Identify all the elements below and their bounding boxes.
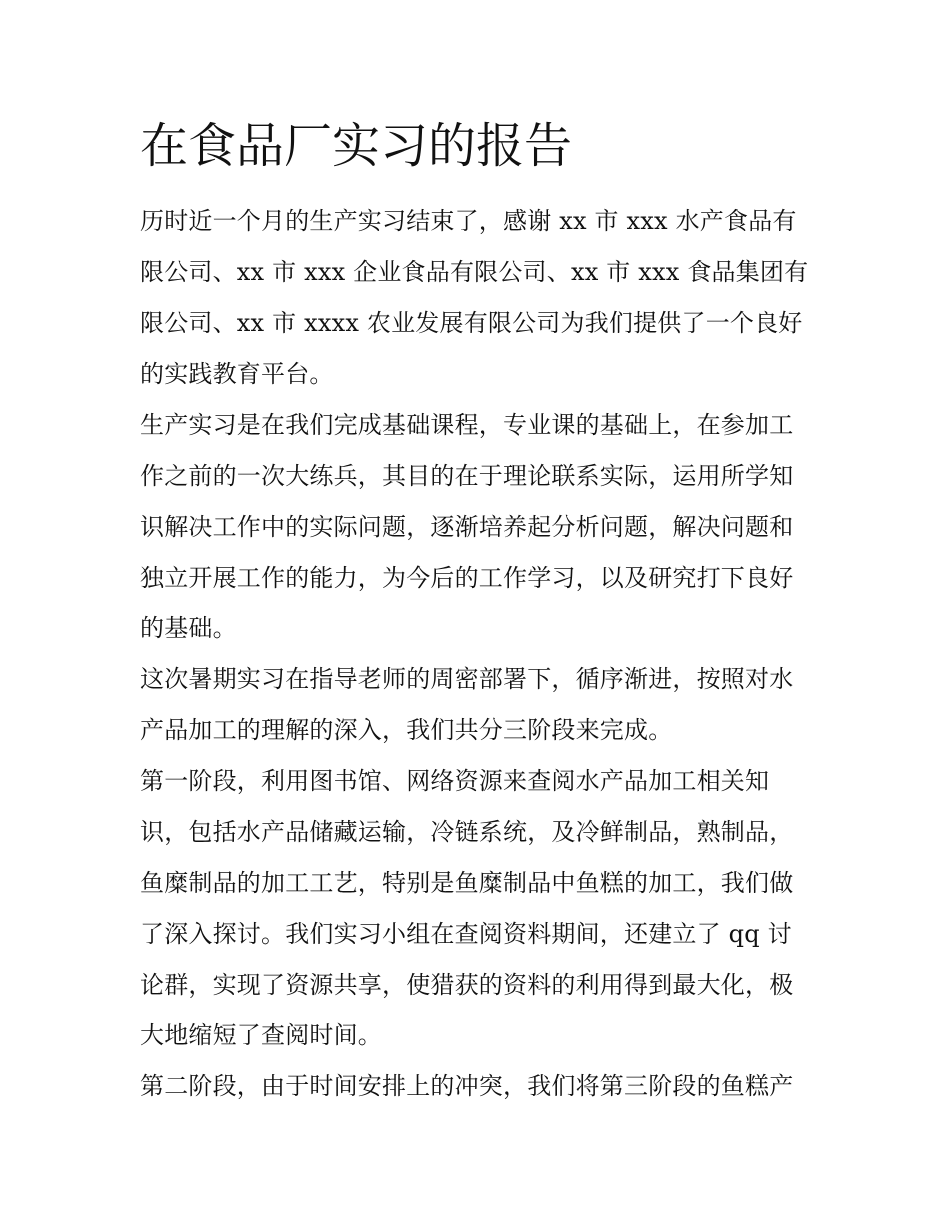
text-line: 了深入探讨。我们实习小组在查阅资料期间，还建立了 qq 讨 (140, 920, 792, 948)
text-line: 限公司、xx 市 xxxx 农业发展有限公司为我们提供了一个良好 (140, 309, 803, 337)
text-line: 识，包括水产品储藏运输，冷链系统，及冷鲜制品，熟制品， (140, 818, 794, 846)
text-line: 第一阶段，利用图书馆、网络资源来查阅水产品加工相关知 (140, 767, 770, 795)
text-line: 论群，实现了资源共享，使猎获的资料的利用得到最大化，极 (140, 971, 794, 999)
text-line: 的基础。 (140, 614, 237, 642)
text-line: 鱼糜制品的加工工艺，特别是鱼糜制品中鱼糕的加工，我们做 (140, 869, 794, 897)
text-line: 识解决工作中的实际问题，逐渐培养起分析问题，解决问题和 (140, 513, 794, 541)
text-line: 的实践教育平台。 (140, 360, 334, 388)
text-line: 历时近一个月的生产实习结束了，感谢 xx 市 xxx 水产食品有 (140, 207, 797, 235)
text-line: 大地缩短了查阅时间。 (140, 1021, 382, 1049)
text-line: 限公司、xx 市 xxx 企业食品有限公司、xx 市 xxx 食品集团有 (140, 258, 809, 286)
text-line: 第二阶段，由于时间安排上的冲突，我们将第三阶段的鱼糕产 (140, 1072, 794, 1100)
text-line: 独立开展工作的能力，为今后的工作学习，以及研究打下良好 (140, 564, 794, 592)
text-line: 作之前的一次大练兵，其目的在于理论联系实际，运用所学知 (140, 462, 794, 490)
text-line: 这次暑期实习在指导老师的周密部署下，循序渐进，按照对水 (140, 665, 794, 693)
page-title: 在食品厂实习的报告 (140, 118, 573, 174)
text-line: 生产实习是在我们完成基础课程，专业课的基础上，在参加工 (140, 411, 794, 439)
text-line: 产品加工的理解的深入，我们共分三阶段来完成。 (140, 716, 673, 744)
